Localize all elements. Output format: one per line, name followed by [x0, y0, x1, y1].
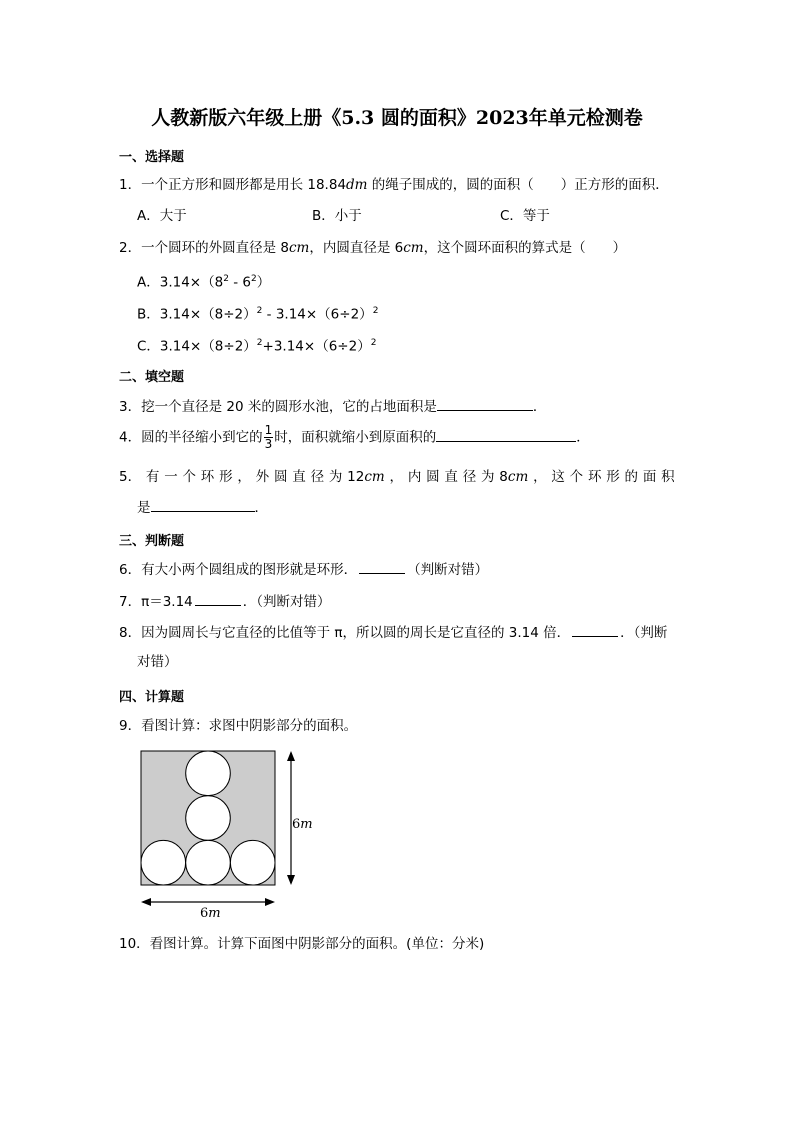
q5-word: 5．	[119, 469, 142, 485]
q2-optC-part-a: C．3.14×（8÷2）	[137, 338, 257, 355]
q2-optB-part-a: B．3.14×（8÷2）	[137, 306, 257, 323]
q5-answer-blank[interactable]	[151, 497, 255, 512]
q2-optC-exp1: 2	[256, 338, 263, 348]
q4-text-c: ．	[576, 429, 590, 446]
q2-optA-part-b: - 6	[228, 274, 251, 291]
question-7	[119, 591, 331, 612]
q5-word: 形	[606, 469, 620, 485]
q5-inner-number: 8	[499, 469, 508, 485]
q4-text-b: 时，面积就缩小到原面积的	[274, 429, 437, 446]
horizontal-arrow-left	[141, 898, 151, 906]
vertical-arrow-bottom	[287, 875, 295, 885]
q2-optC-exp2: 2	[370, 338, 377, 348]
q5-unit-1: cm	[364, 469, 385, 485]
q5-word: 圆	[273, 469, 288, 485]
q5-word: 有	[145, 469, 160, 485]
question-3	[119, 396, 546, 417]
q5-word: 形	[219, 469, 233, 485]
q5-word: 直	[444, 469, 458, 485]
q4-fraction-numerator: 1	[264, 423, 273, 437]
q5-word: 为	[481, 469, 495, 485]
q7-answer-blank[interactable]	[195, 591, 241, 606]
q2-optA-exp2: 2	[250, 274, 257, 284]
q8-answer-blank[interactable]	[572, 622, 618, 637]
shaded-circles-figure	[130, 742, 330, 917]
q5-word: 面	[642, 469, 657, 485]
q5-text-line2b: ．	[254, 500, 268, 516]
q5-word: ，	[237, 469, 251, 485]
q6-text-a: 6．有大小两个圆组成的图形就是环形．	[119, 562, 358, 578]
q4-fraction-denominator: 3	[264, 437, 273, 451]
q5-unit-2: cm	[507, 469, 529, 485]
q2-unit-1: cm	[288, 240, 310, 256]
q1-text-b: 的绳子围成的，圆的面积（ ）正方形的面积．	[367, 177, 669, 193]
q2-optB-exp2: 2	[372, 306, 379, 316]
q5-word: 内	[407, 469, 422, 485]
question-5-line-1	[119, 467, 675, 487]
q2-optA-part-a: A．3.14×（8	[137, 274, 224, 291]
figure-circle-bottom-right	[230, 840, 275, 885]
q5-word: 这	[551, 469, 565, 485]
q1-option-c: C．等于	[500, 208, 550, 224]
q1-unit: dm	[346, 177, 368, 193]
q4-answer-blank[interactable]	[436, 427, 576, 442]
question-9: 9．看图计算：求图中阴影部分的面积。	[119, 718, 358, 734]
q2-optB-part-b: - 3.14×（6÷2）	[262, 306, 373, 323]
figure-circle-middle	[186, 796, 231, 841]
q3-answer-blank[interactable]	[437, 396, 533, 411]
q2-option-a	[137, 269, 270, 293]
q2-unit-2: cm	[403, 240, 424, 256]
q5-value-outer	[347, 467, 385, 487]
q4-fraction	[264, 424, 274, 451]
section-heading-choice: 一、选择题	[119, 150, 185, 165]
q2-text-c: ，这个圆环面积的算式是（ ）	[423, 240, 627, 256]
q2-text-b: ，内圆直径是 6	[309, 240, 404, 256]
question-2	[119, 238, 626, 258]
figure-circle-bottom-left	[141, 840, 186, 885]
q3-text-a: 3．挖一个直径是 20 米的圆形水池，它的占地面积是	[119, 399, 437, 415]
horizontal-arrow-right	[265, 898, 275, 906]
vertical-arrow-top	[287, 751, 295, 761]
q2-option-c	[137, 333, 376, 357]
q2-optA-exp1: 2	[223, 274, 229, 284]
question-6	[119, 559, 488, 580]
q8-text-b: ．（判断	[620, 625, 668, 641]
horizontal-dimension-label: 6m	[200, 906, 221, 917]
q5-text-line2a: 是	[137, 500, 151, 516]
question-5-line-2	[137, 497, 268, 518]
q6-text-b: （判断对错）	[407, 562, 489, 578]
q5-outer-number: 12	[347, 469, 365, 485]
q3-text-b: ．	[532, 399, 547, 415]
q5-word: ，	[389, 469, 404, 485]
page-title: 人教新版六年级上册《5.3 圆的面积》2023年单元检测卷	[151, 107, 643, 129]
question-8	[119, 622, 667, 643]
question-4	[119, 424, 590, 451]
q5-word: 一	[164, 469, 178, 485]
q5-word: 的	[624, 469, 639, 485]
q8-text-a: 8．因为圆周长与它直径的比值等于 π，所以圆的周长是它直径的 3.14 倍．	[119, 625, 571, 641]
q5-word: 为	[328, 469, 343, 485]
q5-word: ，	[533, 469, 547, 485]
q4-text-a: 4．圆的半径缩小到它的	[119, 429, 263, 446]
q1-text-a: 1．一个正方形和圆形都是用长 18.84	[119, 177, 347, 193]
q6-answer-blank[interactable]	[359, 559, 405, 574]
q5-value-inner	[499, 467, 528, 487]
section-heading-calc: 四、计算题	[119, 690, 185, 705]
question-1	[119, 175, 669, 195]
q2-optC-part-b: +3.14×（6÷2）	[262, 338, 371, 355]
q5-word: 径	[462, 469, 477, 485]
vertical-dimension-label: 6m	[292, 817, 313, 832]
q7-text-b: ．（判断对错）	[242, 594, 331, 610]
q2-optB-exp1: 2	[256, 306, 263, 316]
q1-option-a: A．大于	[137, 208, 187, 224]
question-8-line-2: 对错）	[137, 654, 178, 670]
q7-text-a: 7．π＝3.14	[119, 594, 193, 610]
q5-word: 直	[292, 469, 306, 485]
section-heading-judge: 三、判断题	[119, 534, 185, 549]
q5-word: 径	[310, 469, 325, 485]
question-10: 10．看图计算。计算下面图中阴影部分的面积。(单位：分米)	[119, 936, 485, 952]
q5-word: 圆	[426, 469, 440, 485]
q5-word: 外	[255, 469, 270, 485]
q5-word: 个	[182, 469, 196, 485]
q2-text-a: 2．一个圆环的外圆直径是 8	[119, 240, 289, 256]
section-heading-fill: 二、填空题	[119, 370, 185, 385]
q5-word: 环	[587, 469, 602, 485]
figure-circle-top	[186, 751, 231, 796]
q2-option-b	[137, 301, 378, 325]
q5-word: 环	[200, 469, 215, 485]
q5-word: 个	[569, 469, 584, 485]
q2-optA-part-c: ）	[256, 274, 271, 291]
q5-word: 积	[661, 469, 675, 485]
q1-option-b: B．小于	[312, 208, 362, 224]
figure-circle-bottom-middle	[186, 840, 231, 885]
